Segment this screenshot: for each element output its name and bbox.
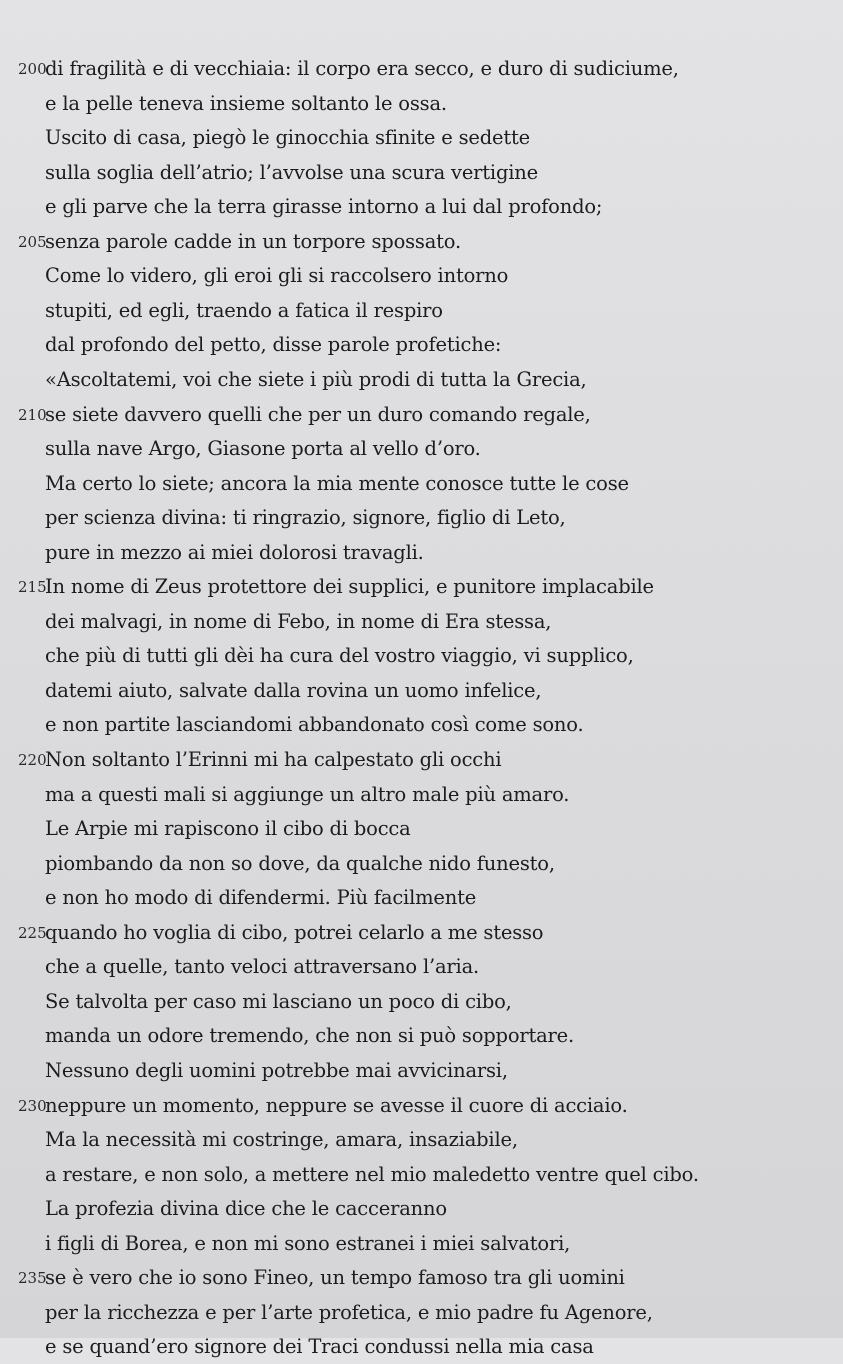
line-number: 225 [18,923,47,942]
verse-text: e non partite lasciandomi abbandonato così come sono. [45,713,584,737]
verse-text: Uscito di casa, piegò le ginocchia sfinite e sedette [45,126,530,150]
verse-text: dal profondo del petto, disse parole profetiche: [45,333,502,357]
verse-text: se siete davvero quelli che per un duro comando regale, [45,402,591,426]
line-number: 235 [18,1269,47,1288]
verse-text: i figli di Borea, e non mi sono estranei i miei salvatori, [45,1231,571,1255]
verse-text: a restare, e non solo, a mettere nel mio maledetto ventre quel cibo. [45,1162,699,1186]
verse-text: per la ricchezza e per l’arte profetica, e mio padre fu Agenore, [45,1300,653,1324]
verse-text: pure in mezzo ai miei dolorosi travagli. [45,540,424,564]
line-number: 210 [18,405,47,424]
verse-text: e non ho modo di difendermi. Più facilmente [45,886,477,910]
verse-text: sulla nave Argo, Giasone porta al vello d’oro. [45,437,481,461]
verse-text: quando ho voglia di cibo, potrei celarlo a me stesso [45,920,544,944]
verse-text: se è vero che io sono Fineo, un tempo famoso tra gli uomini [45,1266,625,1290]
verse-text: Ma la necessità mi costringe, amara, insaziabile, [45,1128,518,1152]
verse-text: e se quand’ero signore dei Traci condussi nella mia casa [45,1335,594,1359]
verse-text: e la pelle teneva insieme soltanto le ossa. [45,91,447,115]
verse-text: Ma certo lo siete; ancora la mia mente conosce tutte le cose [45,471,629,495]
line-number: 215 [18,578,47,597]
verse-text: di fragilità e di vecchiaia: il corpo era secco, e duro di sudiciume, [45,57,679,80]
verse-text: Le Arpie mi rapiscono il cibo di bocca [45,817,411,841]
verse-text: piombando da non so dove, da qualche nido funesto, [45,851,555,875]
line-number: 230 [18,1096,47,1115]
verse-text: ma a questi mali si aggiunge un altro male più amaro. [45,782,570,806]
verse-text: Come lo videro, gli eroi gli si raccolsero intorno [45,264,509,288]
verse-text: datemi aiuto, salvate dalla rovina un uomo infelice, [45,678,542,702]
verse-text: e gli parve che la terra girasse intorno a lui dal profondo; [45,195,603,219]
verse-text: che a quelle, tanto veloci attraversano l’aria. [45,955,480,979]
verse-text: sulla soglia dell’atrio; l’avvolse una scura vertigine [45,160,538,184]
verse-text: che più di tutti gli dèi ha cura del vostro viaggio, vi supplico, [45,644,634,668]
verse-text: dei malvagi, in nome di Febo, in nome di Era stessa, [45,609,552,633]
verse-text: stupiti, ed egli, traendo a fatica il respiro [45,298,443,322]
line-number: 200 [18,60,47,78]
verse-text: La profezia divina dice che le cacceranno [45,1197,447,1221]
verse-text: per scienza divina: ti ringrazio, signore, figlio di Leto, [45,506,566,530]
verse-text: «Ascoltatemi, voi che siete i più prodi di tutta la Grecia, [45,367,587,391]
verse-text: Nessuno degli uomini potrebbe mai avvicinarsi, [45,1058,508,1082]
line-number: 205 [18,232,47,251]
line-number: 220 [18,751,47,769]
verse-text: neppure un momento, neppure se avesse il cuore di acciaio. [45,1093,628,1117]
verse-text: Non soltanto l’Erinni mi ha calpestato gli occhi [45,748,502,771]
verse-text: senza parole cadde in un torpore spossato. [45,229,461,253]
verse-text: In nome di Zeus protettore dei supplici, e punitore implacabile [45,575,654,599]
verse-text: Se talvolta per caso mi lasciano un poco di cibo, [45,989,512,1013]
verse-text: manda un odore tremendo, che non si può sopportare. [45,1024,575,1048]
